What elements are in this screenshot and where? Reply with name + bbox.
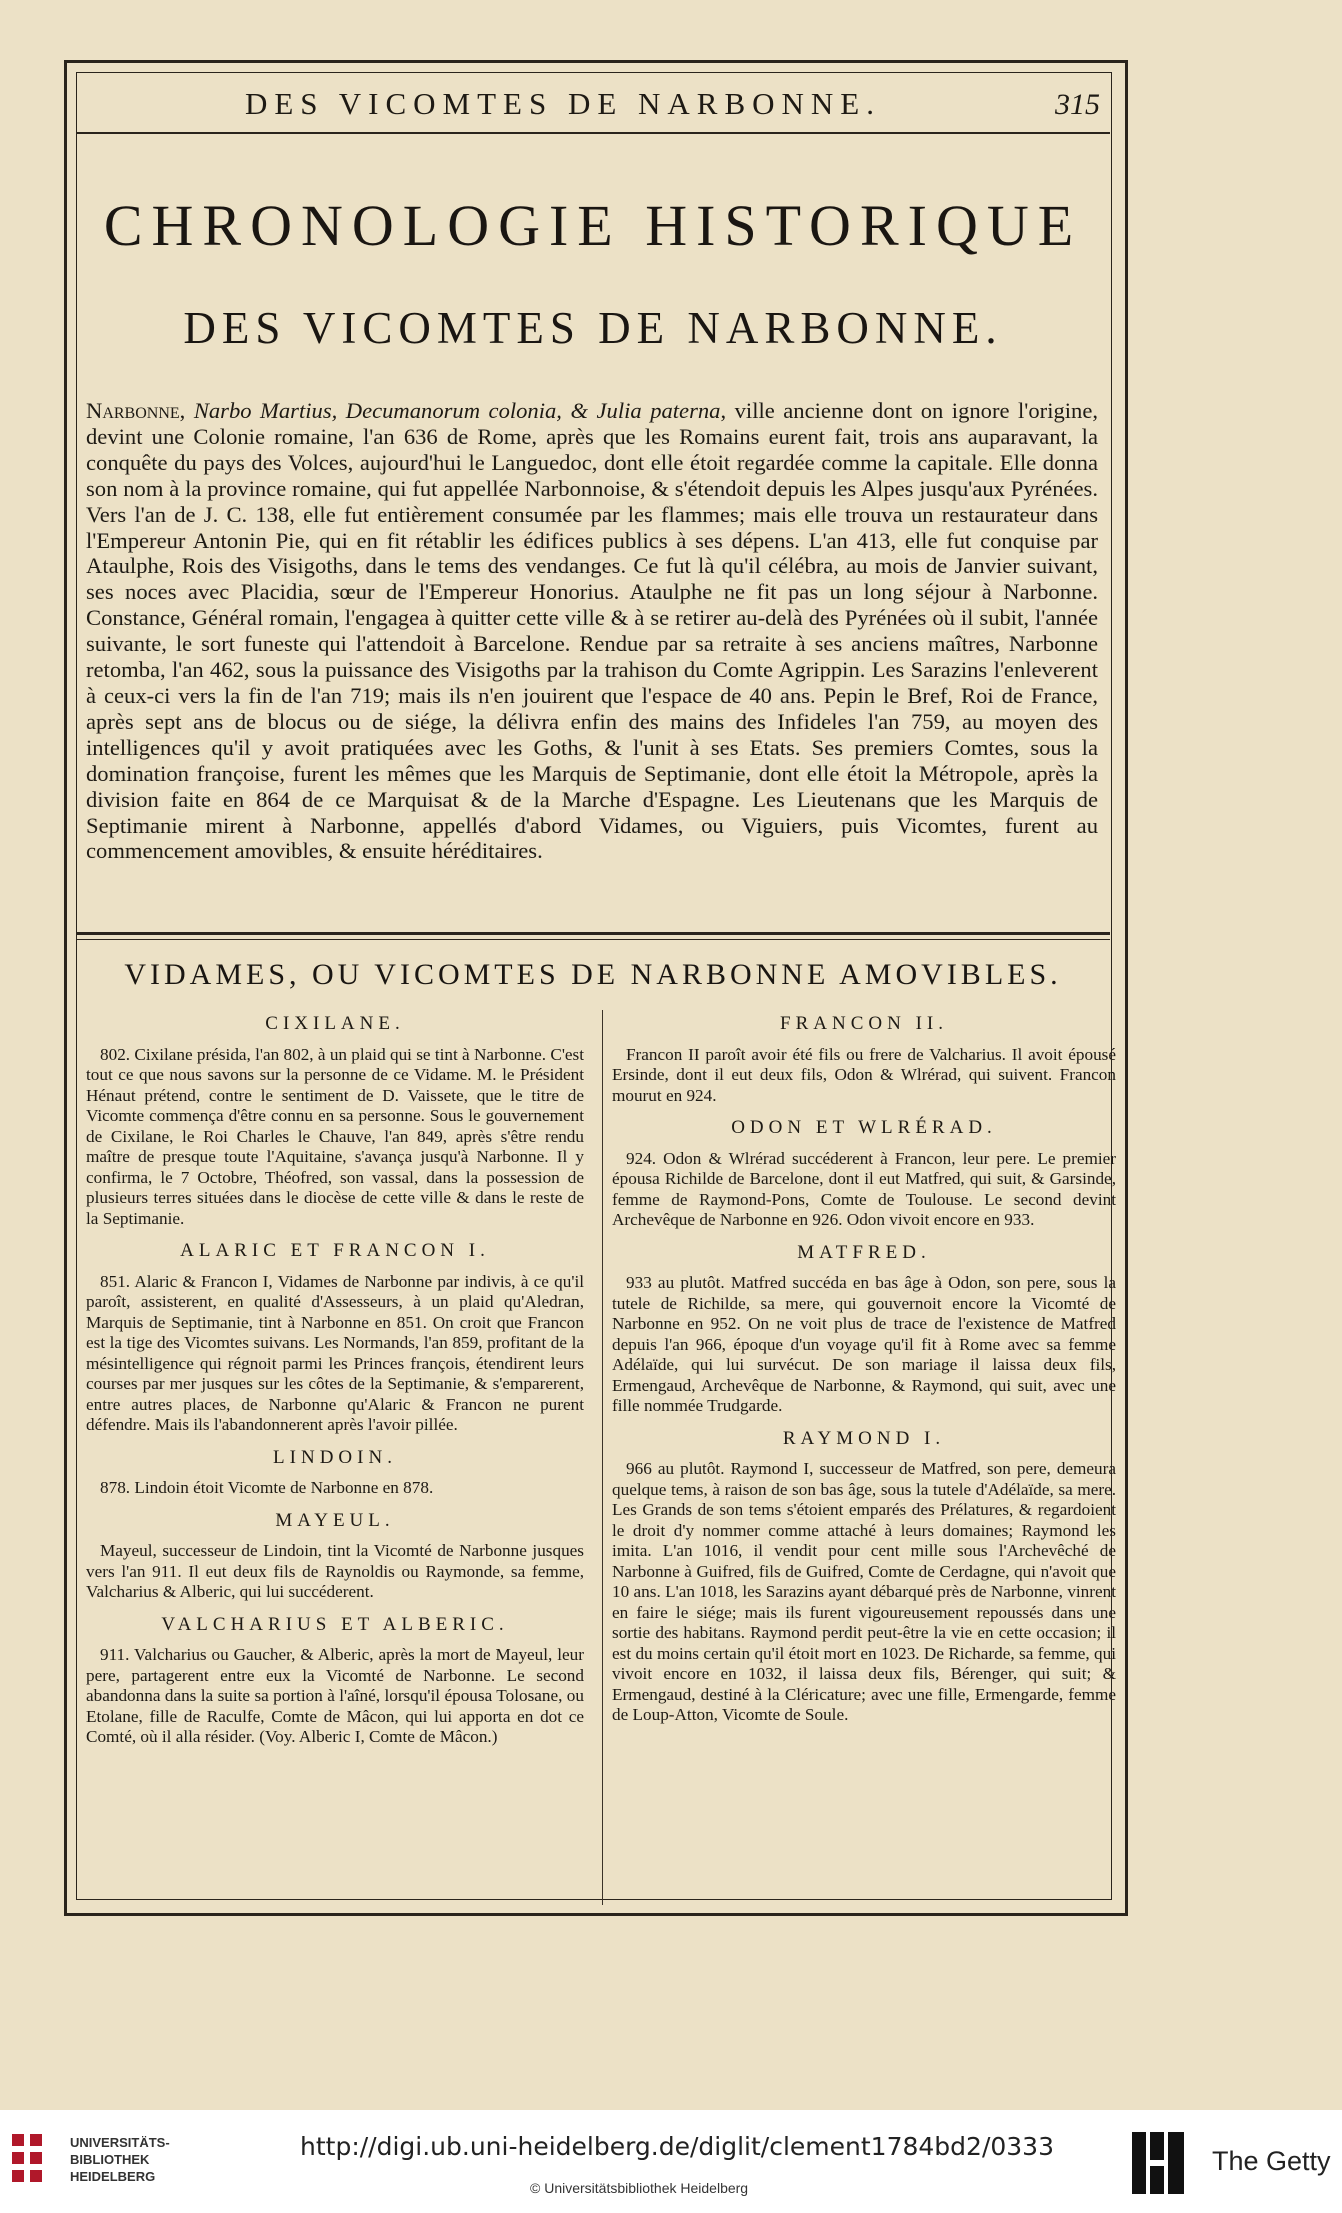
- right-column: [612, 1002, 1116, 1902]
- entry-heading: MAYEUL.: [275, 1509, 395, 1531]
- sub-title: DES VICOMTES DE NARBONNE.: [183, 303, 1003, 353]
- entry-text: 878. Lindoin étoit Vicomte de Narbonne en 878.: [100, 1478, 434, 1497]
- permalink-url[interactable]: http://digi.ub.uni-heidelberg.de/diglit/clement1784bd2/0333: [300, 2132, 1054, 2161]
- library-line: HEIDELBERG: [70, 2169, 156, 2184]
- entry-odon-wlrerad: [612, 1118, 1116, 1231]
- university-library-logo-icon: [10, 2130, 64, 2190]
- entry-valcharius-alberic: [86, 1615, 584, 1748]
- section-title: VIDAMES, OU VICOMTES DE NARBONNE AMOVIBLES.: [124, 958, 1062, 991]
- entry-mayeul: [86, 1511, 584, 1603]
- entry-text: 924. Odon & Wlrérad succéderent à Francon, leur pere. Le premier épousa Richilde de Barcelone, dont il eut Matfred, qui suit, & Garsinde, femme de Raymond-Pons, Comte de Toulouse. Le second devint Archevêque de Narbonne en 926. Odon vivoit encore en 933.: [612, 1148, 1116, 1229]
- entry-text: 911. Valcharius ou Gaucher, & Alberic, après la mort de Mayeul, leur pere, partagerent entre eux la Vicomté de Narbonne. Le second abandonna dans la suite sa portion à l'aîné, lorsqu'il épousa Tolosane, ou Etolane, fille de Raculfe, Comte de Mâcon, qui lui apporta en dot ce Comté, où il alla résider. (Voy. Alberic I, Comte de Mâcon.): [86, 1645, 584, 1746]
- main-title: CHRONOLOGIE HISTORIQUE: [103, 193, 1083, 258]
- intro-paragraph: Narbonne, Narbo Martius, Decumanorum colonia, & Julia paterna, ville ancienne dont on ignore l'origine, devint une Colonie romaine, l'an 636 de Rome, après que les Romains eurent fait, trois ans auparavant, la conquête du pays des Volces, aujourd'hui le Languedoc, dont elle étoit regardée comme la capitale. Elle donna son nom à la province romaine, qui fut appellée Narbonnoise, & s'étendoit depuis les Alpes jusqu'aux Pyrénées. Vers l'an de J. C. 138, elle fut entièrement consumée par les flammes; mais elle trouva un restaurateur dans l'Empereur Antonin Pie, qui en fit rétablir les édifices publics à ses dépens. L'an 413, elle fut conquise par Ataulphe, Rois des Visigoths, dans le tems des vendanges. Ce fut là qu'il célébra, au mois de Janvier suivant, ses noces avec Placidia, sœur de l'Empereur Honorius. Ataulphe ne fit pas un long séjour à Narbonne. Constance, Général romain, l'engagea à quitter cette ville & à se retirer au-delà des Pyrénées où il subit, l'année suivante, le sort funeste qui l'attendoit à Barcelone. Rendue par sa retraite à ses anciens maîtres, Narbonne retomba, l'an 462, sous la puissance des Visigoths par la trahison du Comte Agrippin. Les Sarazins l'enleverent à ceux-ci vers la fin de l'an 719; mais ils n'en jouirent que l'espace de 40 ans. Pepin le Bref, Roi de France, après sept ans de blocus ou de siége, la délivra enfin des mains des Infideles l'an 759, au moyen des intelligences qu'il y avoit pratiquées avec les Goths, & l'unit à ses Etats. Ses premiers Comtes, sous la domination françoise, furent les mêmes que les Marquis de Septimanie, dont elle étoit la Métropole, après la division faite en 864 de ce Marquisat & de la Marche d'Espagne. Les Lieutenans que les Marquis de Septimanie mirent à Narbonne, appellés d'abord Vidames, ou Viguiers, puis Vicomtes, furent au commencement amovibles, & ensuite héréditaires.: [86, 398, 1099, 864]
- running-title: DES VICOMTES DE NARBONNE.: [244, 86, 881, 121]
- entry-heading: ALARIC ET FRANCON I.: [180, 1240, 490, 1261]
- copyright-notice: © Universitätsbibliothek Heidelberg: [530, 2180, 749, 2196]
- entry-text: Francon II paroît avoir été fils ou frere de Valcharius. Il avoit épousé Ersinde, dont il eut deux fils, Odon & Wlrérad, qui suivent. Francon mourut en 924.: [612, 1044, 1116, 1105]
- entry-text: Mayeul, successeur de Lindoin, tint la Vicomté de Narbonne jusques vers l'an 911. Il eut deux fils de Raynoldis ou Raymonde, sa femme, Valcharius & Alberic, qui lui succéderent.: [86, 1541, 584, 1601]
- entry-text: 802. Cixilane présida, l'an 802, à un plaid qui se tint à Narbonne. C'est tout ce que nous savons sur la personne de ce Vidame. M. le Président Hénaut prétend, contre le sentiment de D. Vaissete, que le titre de Vicomte commença d'être connu en sa personne. Sous le gouvernement de Cixilane, le Roi Charles le Chauve, l'an 849, après s'être rendu maître de presque toute l'Aquitaine, s'avança jusqu'à Narbonne. Il y confirma, le 7 Octobre, Théofred, son vassal, dans la possession de plusieurs terres situées dans le diocèse de cette ville & dans le reste de la Septimanie.: [86, 1044, 584, 1228]
- getty-wordmark: The Getty: [1212, 2146, 1331, 2176]
- entry-matfred: [612, 1243, 1116, 1417]
- page-number: 315: [1055, 88, 1100, 121]
- entry-heading: RAYMOND I.: [782, 1427, 946, 1449]
- entry-cixilane: [86, 1014, 584, 1229]
- library-line: UNIVERSITÄTS-: [70, 2135, 170, 2150]
- library-name: [70, 2134, 170, 2185]
- entry-heading: MATFRED.: [797, 1241, 931, 1263]
- library-line: BIBLIOTHEK: [70, 2152, 150, 2167]
- section-rule-top: [76, 932, 1110, 935]
- left-column: [86, 1002, 584, 1902]
- intro-latin: Narbo Martius, Decumanorum colonia, & Julia paterna: [193, 398, 721, 423]
- header-rule: [76, 132, 1110, 134]
- section-rule-thin: [76, 939, 1110, 940]
- entry-text: 966 au plutôt. Raymond I, successeur de Matfred, son pere, demeura quelque tems, à raison de son bas âge, sous la tutele d'Adélaïde, sa mere. Les Grands de son tems s'étoient emparés des Prélatures, & regardoient le droit d'y nommer comme attaché à leurs domaines; Raymond les imita. L'an 1016, il vendit pour cent mille sous l'Archevêché de Narbonne à Guifred, fils de Guifred, Comte de Cerdagne, qui n'avoit que 10 ans. L'an 1018, les Sarazins ayant débarqué près de Narbonne, vinrent en faire le siége; mais ils furent vigoureusement repoussés dans une sortie des habitans. Raymond perdit peut-être la vie en cette occasion; il est du moins certain qu'il étoit mort en 1023. De Richarde, sa femme, qui vivoit encore en 1032, il laissa deux fils, Bérenger, qui suit; & Ermengaud, destiné à la Cléricature; avec une fille, Ermengarde, femme de Loup-Atton, Vicomte de Soule.: [612, 1459, 1116, 1724]
- viewer-footer: [0, 2110, 1342, 2213]
- entry-lindoin: [86, 1448, 584, 1499]
- getty-logo-icon: [1130, 2130, 1186, 2196]
- entry-alaric-francon: [86, 1241, 584, 1436]
- entry-text: 851. Alaric & Francon I, Vidames de Narbonne par indivis, à ce qu'il paroît, assisterent, en qualité d'Assesseurs, à un plaid qu'Aledran, Marquis de Septimanie, tint à Narbonne en 851. On croit que Francon est la tige des Vicomtes suivans. Les Normands, l'an 859, profitant de la mésintelligence qui régnoit parmi les Princes françois, étendirent leurs courses par mer jusques sur les côtes de la Septimanie, & s'emparerent, entre autres places, de Narbonne qu'Alaric & Francon ne purent défendre. Mais ils l'abandonnerent après l'avoir pillée.: [86, 1271, 584, 1434]
- entry-text: 933 au plutôt. Matfred succéda en bas âge à Odon, son pere, sous la tutele de Richilde, sa mere, qui gouvernoit encore la Vicomté de Narbonne en 952. On ne voit plus de trace de l'existence de Matfred depuis l'an 966, époque d'un voyage qu'il fit à Rome avec sa femme Adélaïde, qui lui survécut. De son mariage il laissa deux fils, Ermengaud, Archevêque de Narbonne, & Raymond, qui suit, avec une fille nommée Trudgarde.: [612, 1273, 1116, 1415]
- entry-heading: ODON ET WLRÉRAD.: [731, 1117, 997, 1138]
- entry-heading: FRANCON II.: [780, 1013, 948, 1034]
- intro-text: , ville ancienne dont on ignore l'origine, devint une Colonie romaine, l'an 636 de Rome, après que les Romains eurent fait, trois ans auparavant, la conquête du pays des Volces, aujourd'hui le Languedoc, dont elle étoit regardée comme la capitale. Elle donna son nom à la province romaine, qui fut appellée Narbonnoise, & s'étendoit depuis les Alpes jusqu'aux Pyrénées. Vers l'an de J. C. 138, elle fut entièrement consumée par les flammes; mais elle trouva un restaurateur dans l'Empereur Antonin Pie, qui en fit rétablir les édifices publics à ses dépens. L'an 413, elle fut conquise par Ataulphe, Rois des Visigoths, dans le tems des vendanges. Ce fut là qu'il célébra, au mois de Janvier suivant, ses noces avec Placidia, sœur de l'Empereur Honorius. Ataulphe ne fit pas un long séjour à Narbonne. Constance, Général romain, l'engagea à quitter cette ville & à se retirer au-delà des Pyrénées où il subit, l'année suivante, le sort funeste qui l'attendoit à Barcelone. Rendue par sa retraite à ses anciens maîtres, Narbonne retomba, l'an 462, sous la puissance des Visigoths par la trahison du Comte Agrippin. Les Sarazins l'enleverent à ceux-ci vers la fin de l'an 719; mais ils n'en jouirent que l'espace de 40 ans. Pepin le Bref, Roi de France, après sept ans de blocus ou de siége, la délivra enfin des mains des Infideles l'an 759, au moyen des intelligences qu'il y avoit pratiquées avec les Goths, & l'unit à ses Etats. Ses premiers Comtes, sous la domination françoise, furent les mêmes que les Marquis de Septimanie, dont elle étoit la Métropole, après la division faite en 864 de ce Marquisat & de la Marche d'Espagne. Les Lieutenans que les Marquis de Septimanie mirent à Narbonne, appellés d'abord Vidames, ou Viguiers, puis Vicomtes, furent au commencement amovibles, & ensuite héréditaires.: [86, 398, 1099, 864]
- entry-heading: CIXILANE.: [265, 1013, 405, 1034]
- entry-francon-ii: [612, 1014, 1116, 1106]
- entry-heading: LINDOIN.: [273, 1446, 397, 1468]
- column-divider: [602, 1010, 603, 1905]
- intro-lead: Narbonne: [86, 398, 180, 423]
- entry-raymond-i: [612, 1429, 1116, 1726]
- running-head: [76, 86, 1110, 126]
- entry-heading: VALCHARIUS ET ALBERIC.: [161, 1613, 509, 1635]
